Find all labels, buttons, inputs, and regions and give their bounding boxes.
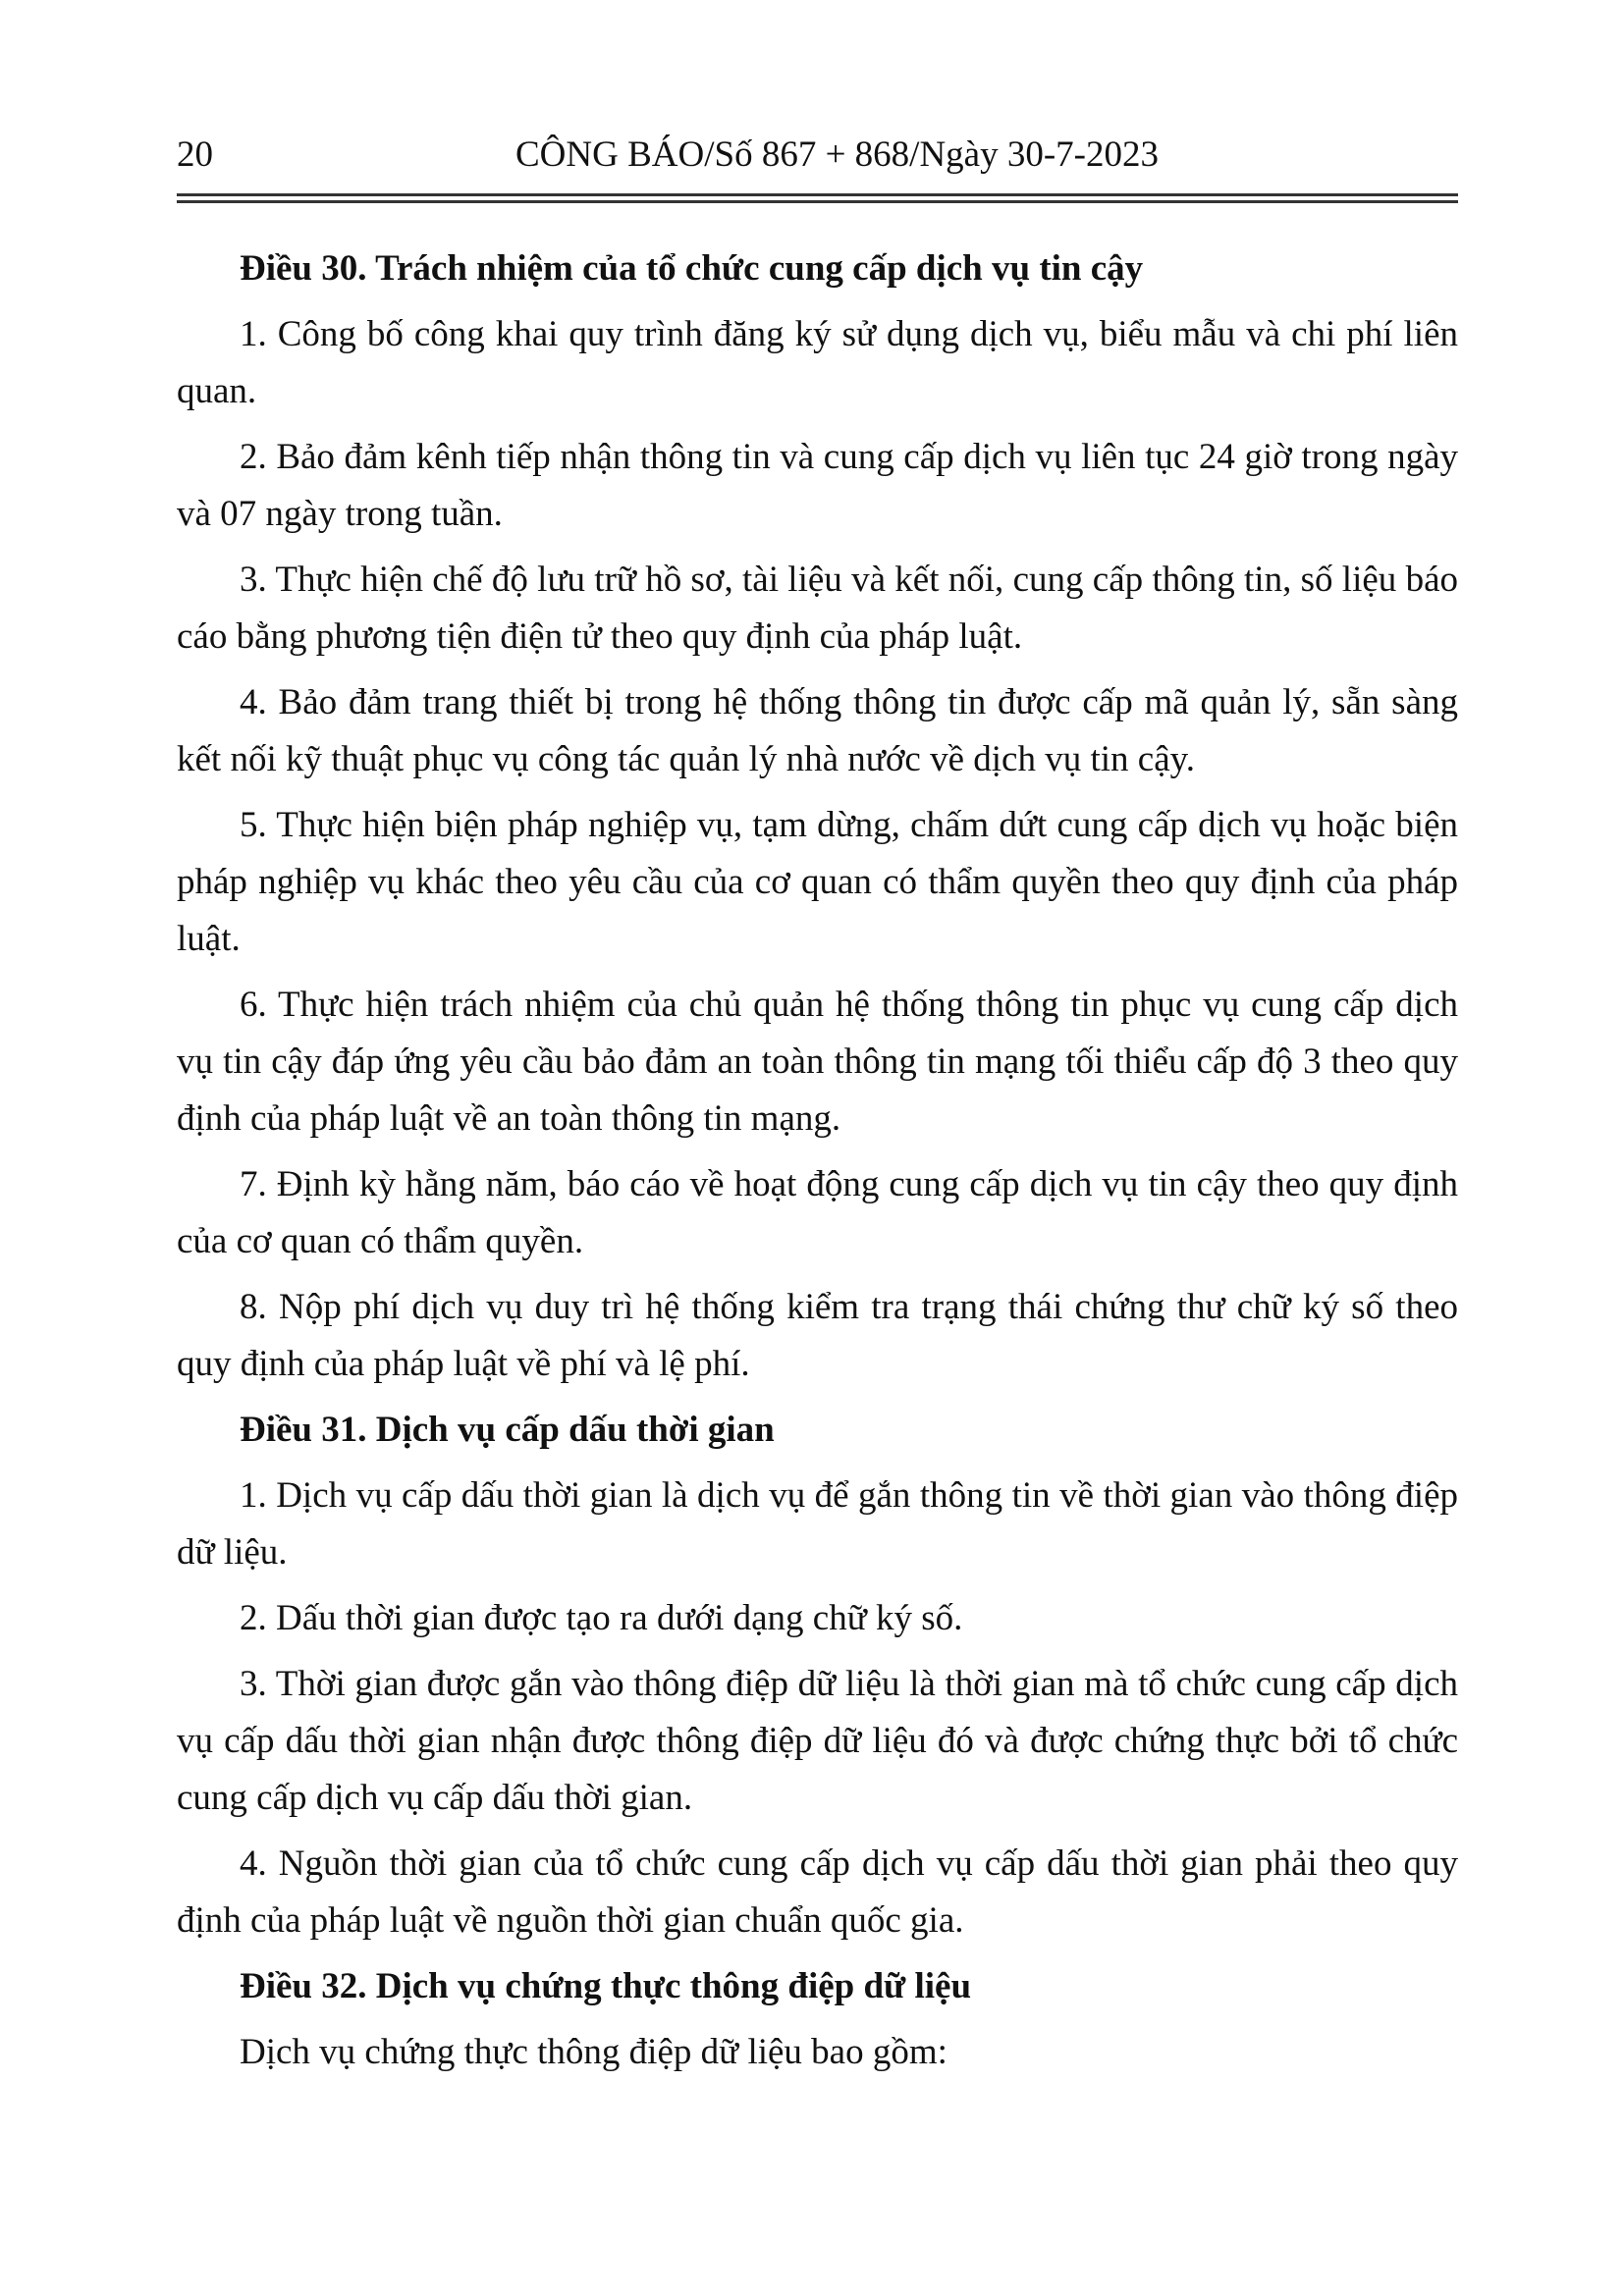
paragraph: 3. Thực hiện chế độ lưu trữ hồ sơ, tài liệu và kết nối, cung cấp thông tin, số liệu báo cáo bằng phương tiện điện tử theo quy định của pháp luật. bbox=[177, 560, 1458, 657]
paragraph: 2. Bảo đảm kênh tiếp nhận thông tin và cung cấp dịch vụ liên tục 24 giờ trong ngày và 07 ngày trong tuần. bbox=[177, 437, 1458, 534]
paragraph: 2. Dấu thời gian được tạo ra dưới dạng chữ ký số. bbox=[240, 1598, 963, 1638]
header-rule-bottom bbox=[177, 200, 1458, 203]
page-header bbox=[177, 133, 1458, 177]
page-number: 20 bbox=[177, 134, 213, 175]
paragraph: 1. Dịch vụ cấp dấu thời gian là dịch vụ để gắn thông tin về thời gian vào thông điệp dữ liệu. bbox=[177, 1475, 1458, 1573]
paragraph: Dịch vụ chứng thực thông điệp dữ liệu bao gồm: bbox=[240, 2032, 947, 2072]
article-heading-31: Điều 31. Dịch vụ cấp dấu thời gian bbox=[240, 1410, 775, 1450]
paragraph: 3. Thời gian được gắn vào thông điệp dữ liệu là thời gian mà tổ chức cung cấp dịch vụ cấp dấu thời gian nhận được thông điệp dữ liệu đó và được chứng thực bởi tổ chức cung cấp dịch vụ cấp dấu thời gian. bbox=[177, 1664, 1458, 1818]
document-body bbox=[177, 240, 1458, 2090]
header-rule-top bbox=[177, 193, 1458, 196]
paragraph: 7. Định kỳ hằng năm, báo cáo về hoạt động cung cấp dịch vụ tin cậy theo quy định của cơ quan có thẩm quyền. bbox=[177, 1164, 1458, 1261]
paragraph: 5. Thực hiện biện pháp nghiệp vụ, tạm dừng, chấm dứt cung cấp dịch vụ hoặc biện pháp nghiệp vụ khác theo yêu cầu của cơ quan có thẩm quyền theo quy định của pháp luật. bbox=[177, 805, 1458, 959]
article-heading-30: Điều 30. Trách nhiệm của tổ chức cung cấp dịch vụ tin cậy bbox=[240, 248, 1144, 289]
paragraph: 1. Công bố công khai quy trình đăng ký sử dụng dịch vụ, biểu mẫu và chi phí liên quan. bbox=[177, 314, 1458, 411]
paragraph: 6. Thực hiện trách nhiệm của chủ quản hệ thống thông tin phục vụ cung cấp dịch vụ tin cậy đáp ứng yêu cầu bảo đảm an toàn thông tin mạng tối thiểu cấp độ 3 theo quy định của pháp luật về an toàn thông tin mạng. bbox=[177, 985, 1458, 1139]
article-heading-32: Điều 32. Dịch vụ chứng thực thông điệp dữ liệu bbox=[240, 1966, 972, 2006]
gazette-title: CÔNG BÁO/Số 867 + 868/Ngày 30-7-2023 bbox=[515, 134, 1159, 175]
paragraph: 8. Nộp phí dịch vụ duy trì hệ thống kiểm tra trạng thái chứng thư chữ ký số theo quy định của pháp luật về phí và lệ phí. bbox=[177, 1287, 1458, 1384]
paragraph: 4. Bảo đảm trang thiết bị trong hệ thống thông tin được cấp mã quản lý, sẵn sàng kết nối kỹ thuật phục vụ công tác quản lý nhà nước về dịch vụ tin cậy. bbox=[177, 682, 1458, 779]
paragraph: 4. Nguồn thời gian của tổ chức cung cấp dịch vụ cấp dấu thời gian phải theo quy định của pháp luật về nguồn thời gian chuẩn quốc gia. bbox=[177, 1843, 1458, 1941]
